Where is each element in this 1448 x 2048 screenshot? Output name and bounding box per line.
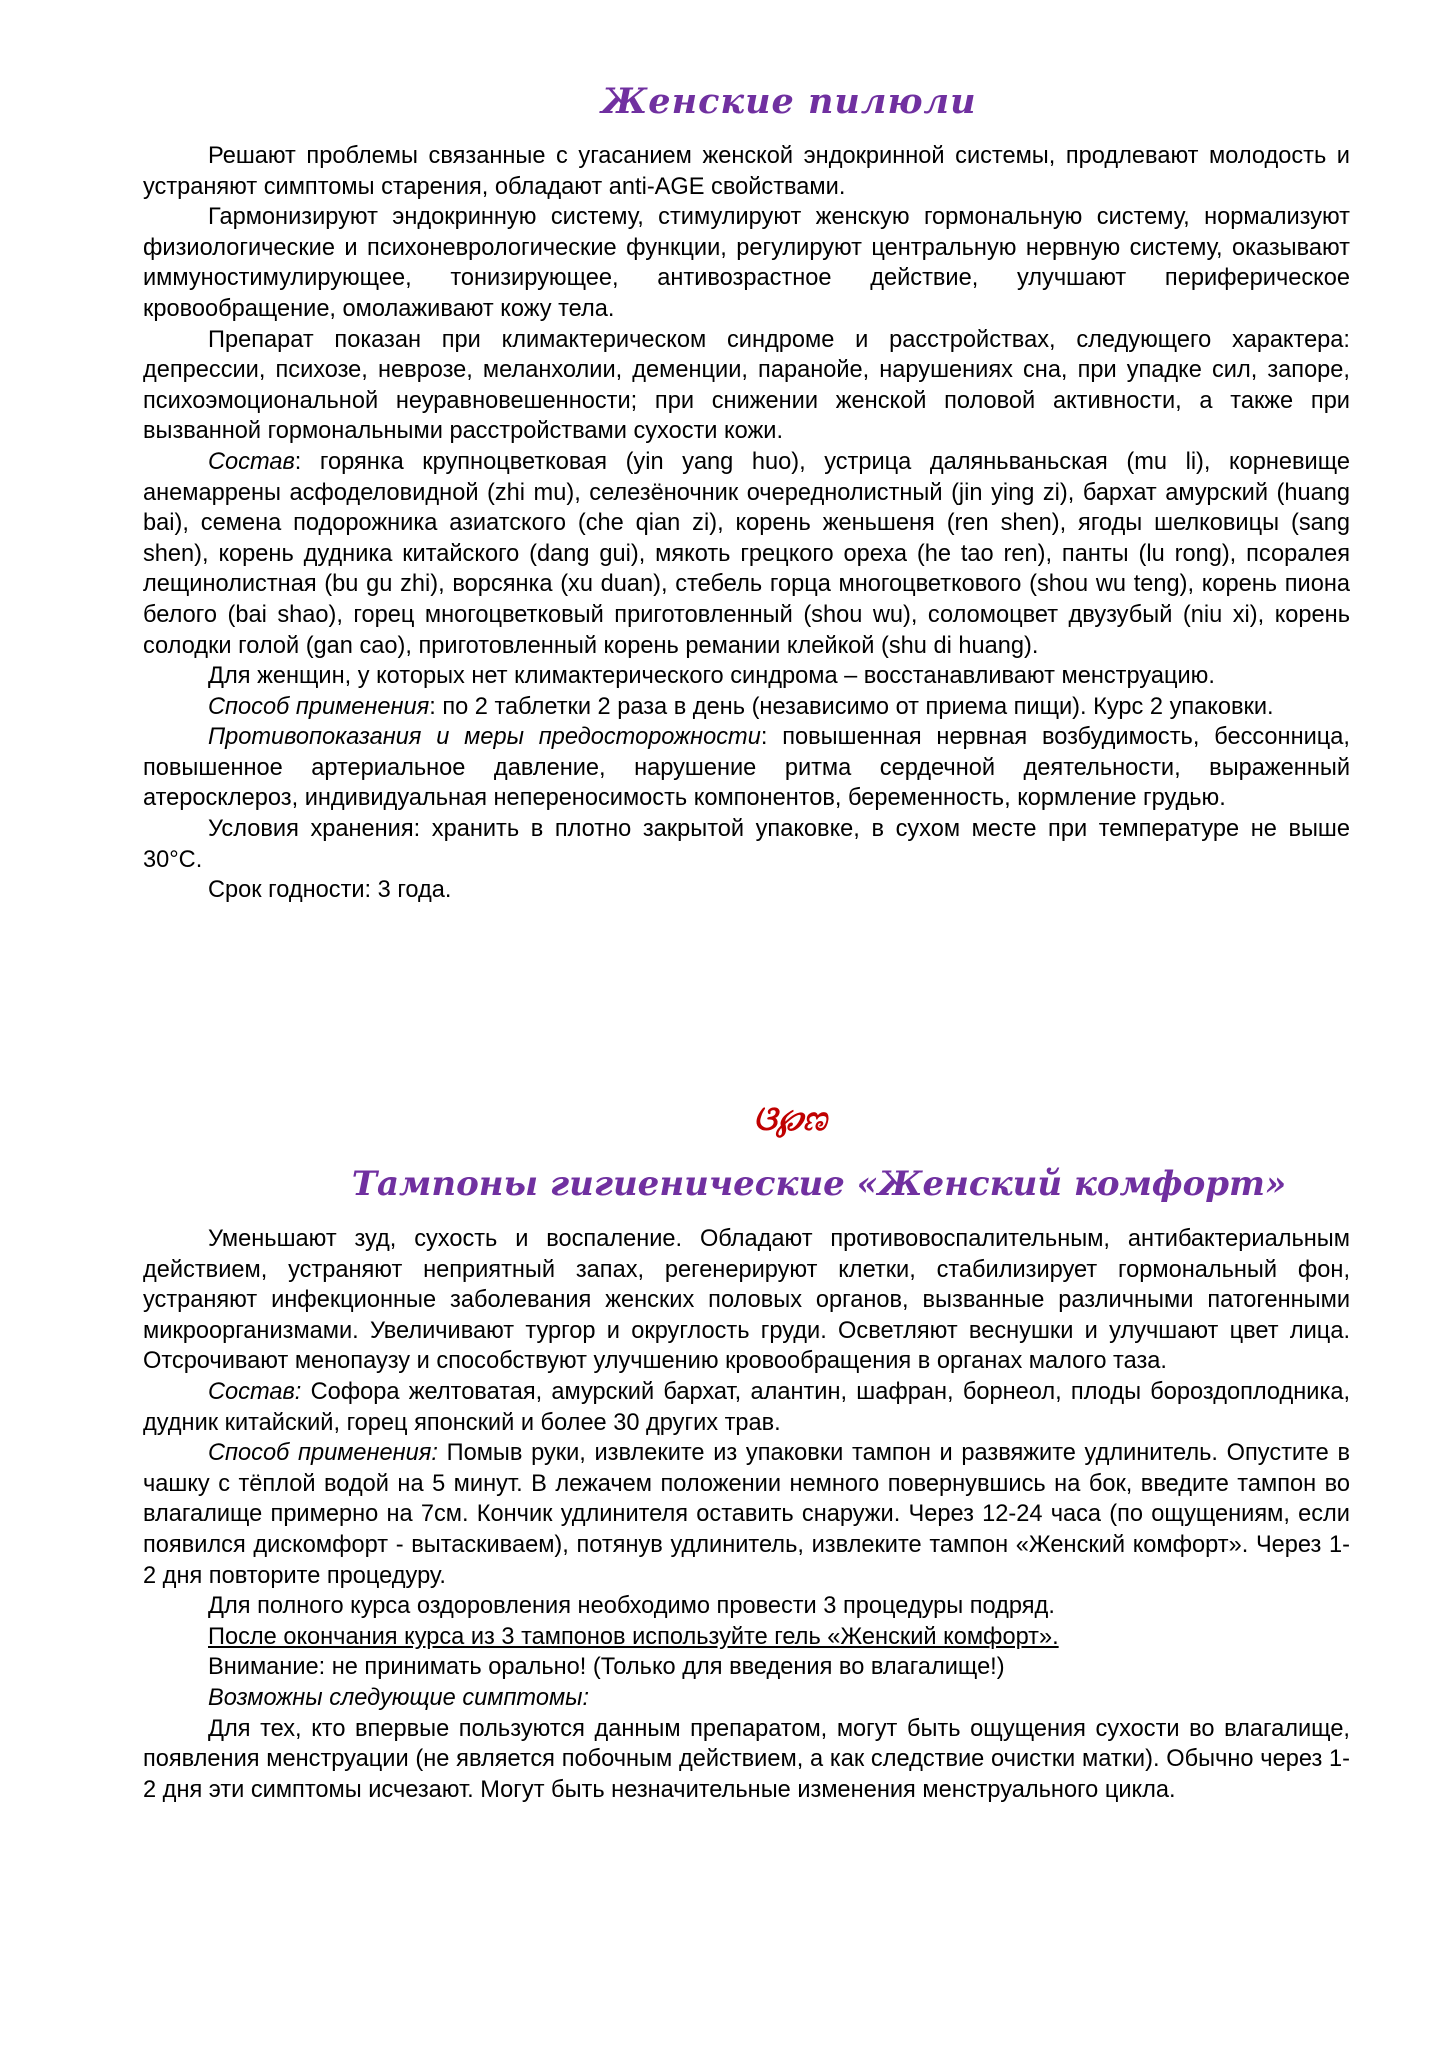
paragraph-symptoms-heading: Возможны следующие симптомы:	[208, 1684, 590, 1711]
usage-label: Способ применения:	[208, 1440, 438, 1467]
paragraph-menstruation: Для женщин, у которых нет климактерического синдрома – восстанавливают менструацию.	[208, 663, 1215, 690]
composition-text: : горянка крупноцветковая (yin yang huo), устрица даляньваньская (mu li), корневище анемаррены асфоделовидной (zhi mu), селезёночник очереднолистный (jin ying zi), бархат амурский (huang bai), семена подорожника азиатского (che qian zi), корень женьшеня (ren shen), ягоды шелковицы (sang shen), корень дудника китайского (dang gui), мякоть грецкого ореха (he tao ren), панты (lu rong), псоралея лещинолистная (bu gu zhi), ворсянка (xu duan), стебель горца многоцветкового (shou wu teng), корень пиона белого (bai shao), горец многоцветковый приготовленный (shou wu), соломоцвет двузубый (niu xi), корень солодки голой (gan cao), приготовленный корень ремании клейкой (shu di huang).	[143, 448, 1350, 659]
paragraph-contraindications	[143, 722, 1350, 814]
paragraph-full-course: Для полного курса оздоровления необходимо провести 3 процедуры подряд.	[208, 1593, 1055, 1620]
composition-label: Состав:	[208, 1378, 302, 1405]
section-title-female-pills: Женские пилюли	[601, 81, 977, 122]
usage-label: Способ применения	[208, 693, 430, 720]
paragraph-storage: Условия хранения: хранить в плотно закрытой упаковке, в сухом месте при температуре не выше 30°С.	[143, 816, 1350, 873]
paragraph-description: Уменьшают зуд, сухость и воспаление. Обладают противовоспалительным, антибактериальным действием, устраняют неприятный запах, регенерируют клетки, стабилизирует гормональный фон, устраняют инфекционные заболевания женских половых органов, вызванные различными патогенными микроорганизмами. Увеличивают тургор и округлость груди. Осветляют веснушки и улучшают цвет лица. Отсрочивают менопаузу и способствуют улучшению кровообращения в органах малого таза.	[143, 1226, 1350, 1375]
usage-text: : по 2 таблетки 2 раза в день (независимо от приема пищи). Курс 2 упаковки.	[429, 693, 1274, 720]
contraindications-text: : повышенная нервная возбудимость, бессонница, повышенное артериальное давление, нарушение ритма сердечной деятельности, выраженный атеросклероз, индивидуальная непереносимость компонентов, беременность, кормление грудью.	[143, 724, 1350, 812]
ornament-divider-icon: ଓ℘ಣ	[753, 1099, 827, 1139]
paragraph-usage	[143, 1438, 1350, 1591]
paragraph-composition	[143, 1377, 1350, 1438]
composition-text: Софора желтоватая, амурский бархат, алантин, шафран, борнеол, плоды бороздоплодника, дудник китайский, горец японский и более 30 других трав.	[143, 1378, 1350, 1436]
paragraph-indications: Препарат показан при климактерическом синдроме и расстройствах, следующего характера: депрессии, психозе, неврозе, меланхолии, деменции, паранойе, нарушениях сна, при упадке сил, запоре, психоэмоциональной неуравновешенности; при снижении женской половой активности, а также при вызванной гормональными расстройствами сухости кожи.	[143, 326, 1350, 445]
after-course-text: После окончания курса из 3 тампонов используйте гель «Женский комфорт».	[208, 1623, 1059, 1650]
paragraph-symptoms: Для тех, кто впервые пользуются данным препаратом, могут быть ощущения сухости во влагалище, появления менструации (не является побочным действием, а как следствие очистки матки). Обычно через 1-2 дня эти симптомы исчезают. Могут быть незначительные изменения менструального цикла.	[143, 1715, 1350, 1803]
composition-label: Состав	[208, 448, 295, 475]
paragraph-composition	[143, 447, 1350, 661]
contraindications-label: Противопоказания и меры предосторожности	[208, 724, 761, 751]
paragraph-after-course	[143, 1622, 1350, 1653]
paragraph-action: Гармонизируют эндокринную систему, стимулируют женскую гормональную систему, нормализуют физиологические и психоневрологические функции, регулируют центральную нервную систему, оказывают иммуностимулирующее, тонизирующее, антивозрастное действие, улучшают периферическое кровообращение, омолаживают кожу тела.	[143, 204, 1350, 322]
paragraph-shelf-life: Срок годности: 3 года.	[208, 877, 452, 904]
section-title-tampons: Тампоны гигиенические «Женский комфорт»	[351, 1164, 1287, 1204]
paragraph-usage	[143, 692, 1350, 723]
paragraph-description: Решают проблемы связанные с угасанием женской эндокринной системы, продлевают молодость и устраняют симптомы старения, обладают anti-AGE свойствами.	[143, 143, 1350, 200]
section-female-pills	[143, 141, 1350, 906]
paragraph-warning: Внимание: не принимать орально! (Только для введения во влагалище!)	[208, 1654, 1005, 1681]
section-tampons	[143, 1224, 1350, 1805]
usage-text: Помыв руки, извлеките из упаковки тампон и развяжите удлинитель. Опустите в чашку с тёплой водой на 5 минут. В лежачем положении немного повернувшись на бок, введите тампон во влагалище примерно на 7см. Кончик удлинителя оставить снаружи. Через 12-24 часа (по ощущениям, если появился дискомфорт - вытаскиваем), потянув удлинитель, извлеките тампон «Женский комфорт». Через 1-2 дня повторите процедуру.	[143, 1440, 1350, 1589]
